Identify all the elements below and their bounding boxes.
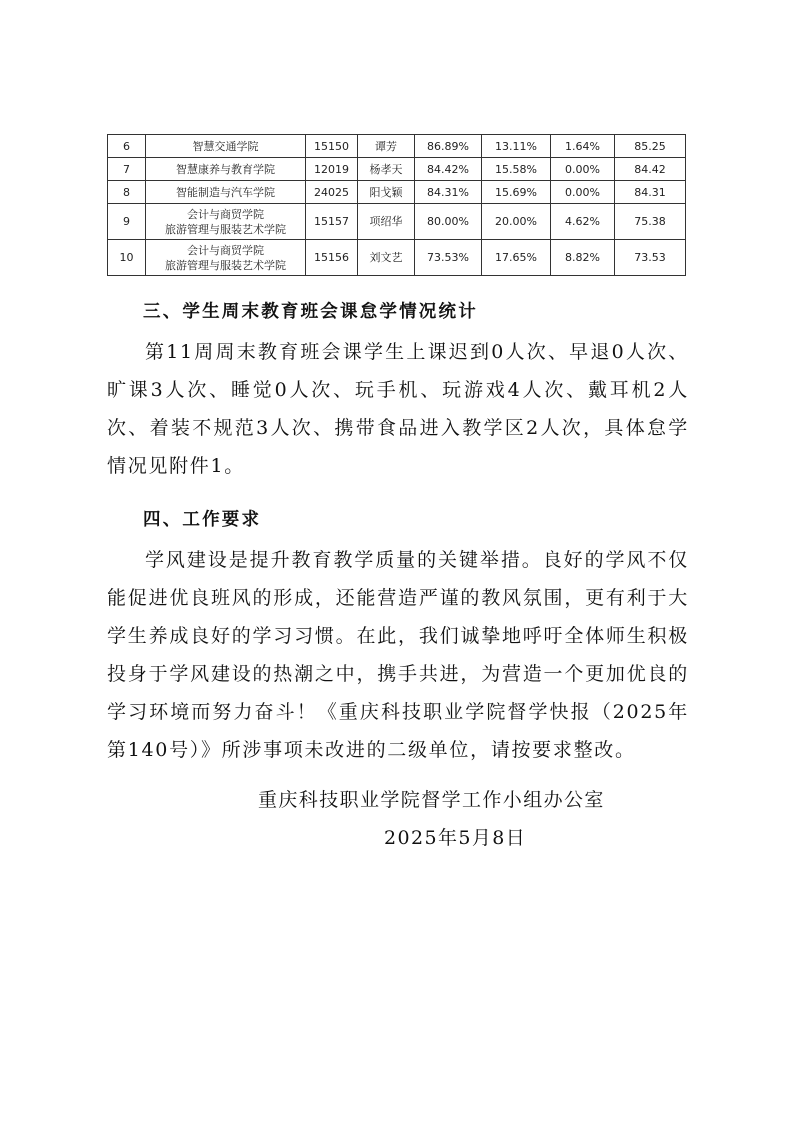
rate-cell: 73.53% (415, 240, 482, 276)
college-cell (146, 204, 306, 240)
teacher-cell: 阳戈颖 (358, 181, 415, 204)
rate-cell: 4.62% (551, 204, 615, 240)
rate-cell: 86.89% (415, 135, 482, 158)
rate-cell: 84.31% (415, 181, 482, 204)
rate-cell: 8.82% (551, 240, 615, 276)
rank-cell: 9 (108, 204, 146, 240)
rank-cell: 7 (108, 158, 146, 181)
college-name: 会计与商贸学院 (187, 207, 264, 221)
rate-cell: 15.69% (482, 181, 551, 204)
teacher-cell: 项绍华 (358, 204, 415, 240)
table-row (108, 158, 686, 181)
issue-date: 2025年5月8日 (384, 827, 527, 849)
rate-cell: 0.00% (551, 181, 615, 204)
rate-cell: 0.00% (551, 158, 615, 181)
college-cell (146, 240, 306, 276)
class-number-cell: 15150 (306, 135, 358, 158)
college-name: 智慧交通学院 (192, 139, 259, 153)
college-name: 旅游管理与服装艺术学院 (165, 222, 286, 236)
rate-cell: 84.42% (415, 158, 482, 181)
score-cell: 73.53 (615, 240, 686, 276)
issuing-office: 重庆科技职业学院督学工作小组办公室 (258, 789, 605, 811)
rate-cell: 1.64% (551, 135, 615, 158)
rate-cell: 13.11% (482, 135, 551, 158)
rate-cell: 17.65% (482, 240, 551, 276)
class-number-cell: 24025 (306, 181, 358, 204)
college-name: 会计与商贸学院 (187, 243, 264, 257)
section3-paragraph: 第11周周末教育班会课学生上课迟到0人次、早退0人次、旷课3人次、睡觉0人次、玩手机、玩游戏4人次、戴耳机2人次、着装不规范3人次、携带食品进入教学区2人次，具体怠学情况见附件1。 (107, 341, 689, 477)
rank-cell: 6 (108, 135, 146, 158)
section4-heading: 四、工作要求 (143, 510, 262, 530)
section3-heading: 三、学生周末教育班会课怠学情况统计 (143, 302, 478, 322)
teacher-cell: 谭芳 (358, 135, 415, 158)
college-cell (146, 135, 306, 158)
college-cell (146, 181, 306, 204)
score-cell: 84.31 (615, 181, 686, 204)
teacher-cell: 杨孝天 (358, 158, 415, 181)
ranking-table (107, 134, 686, 276)
rank-cell: 10 (108, 240, 146, 276)
rate-cell: 15.58% (482, 158, 551, 181)
table-row (108, 240, 686, 276)
class-number-cell: 15157 (306, 204, 358, 240)
score-cell: 84.42 (615, 158, 686, 181)
table-row (108, 181, 686, 204)
section4-paragraph: 学风建设是提升教育教学质量的关键举措。良好的学风不仅能促进优良班风的形成，还能营造严谨的教风氛围，更有利于大学生养成良好的学习习惯。在此，我们诚挚地呼吁全体师生积极投身于学风建设的热潮之中，携手共进，为营造一个更加优良的学习环境而努力奋斗！《重庆科技职业学院督学快报（2025年第140号）》所涉事项未改进的二级单位，请按要求整改。 (107, 549, 689, 761)
rate-cell: 80.00% (415, 204, 482, 240)
college-name: 智能制造与汽车学院 (176, 185, 275, 199)
teacher-cell: 刘文艺 (358, 240, 415, 276)
college-cell (146, 158, 306, 181)
score-cell: 85.25 (615, 135, 686, 158)
score-cell: 75.38 (615, 204, 686, 240)
class-number-cell: 12019 (306, 158, 358, 181)
class-number-cell: 15156 (306, 240, 358, 276)
rank-cell: 8 (108, 181, 146, 204)
table-row (108, 204, 686, 240)
rate-cell: 20.00% (482, 204, 551, 240)
table-row (108, 135, 686, 158)
college-name: 旅游管理与服装艺术学院 (165, 258, 286, 272)
college-name: 智慧康养与教育学院 (176, 162, 275, 176)
